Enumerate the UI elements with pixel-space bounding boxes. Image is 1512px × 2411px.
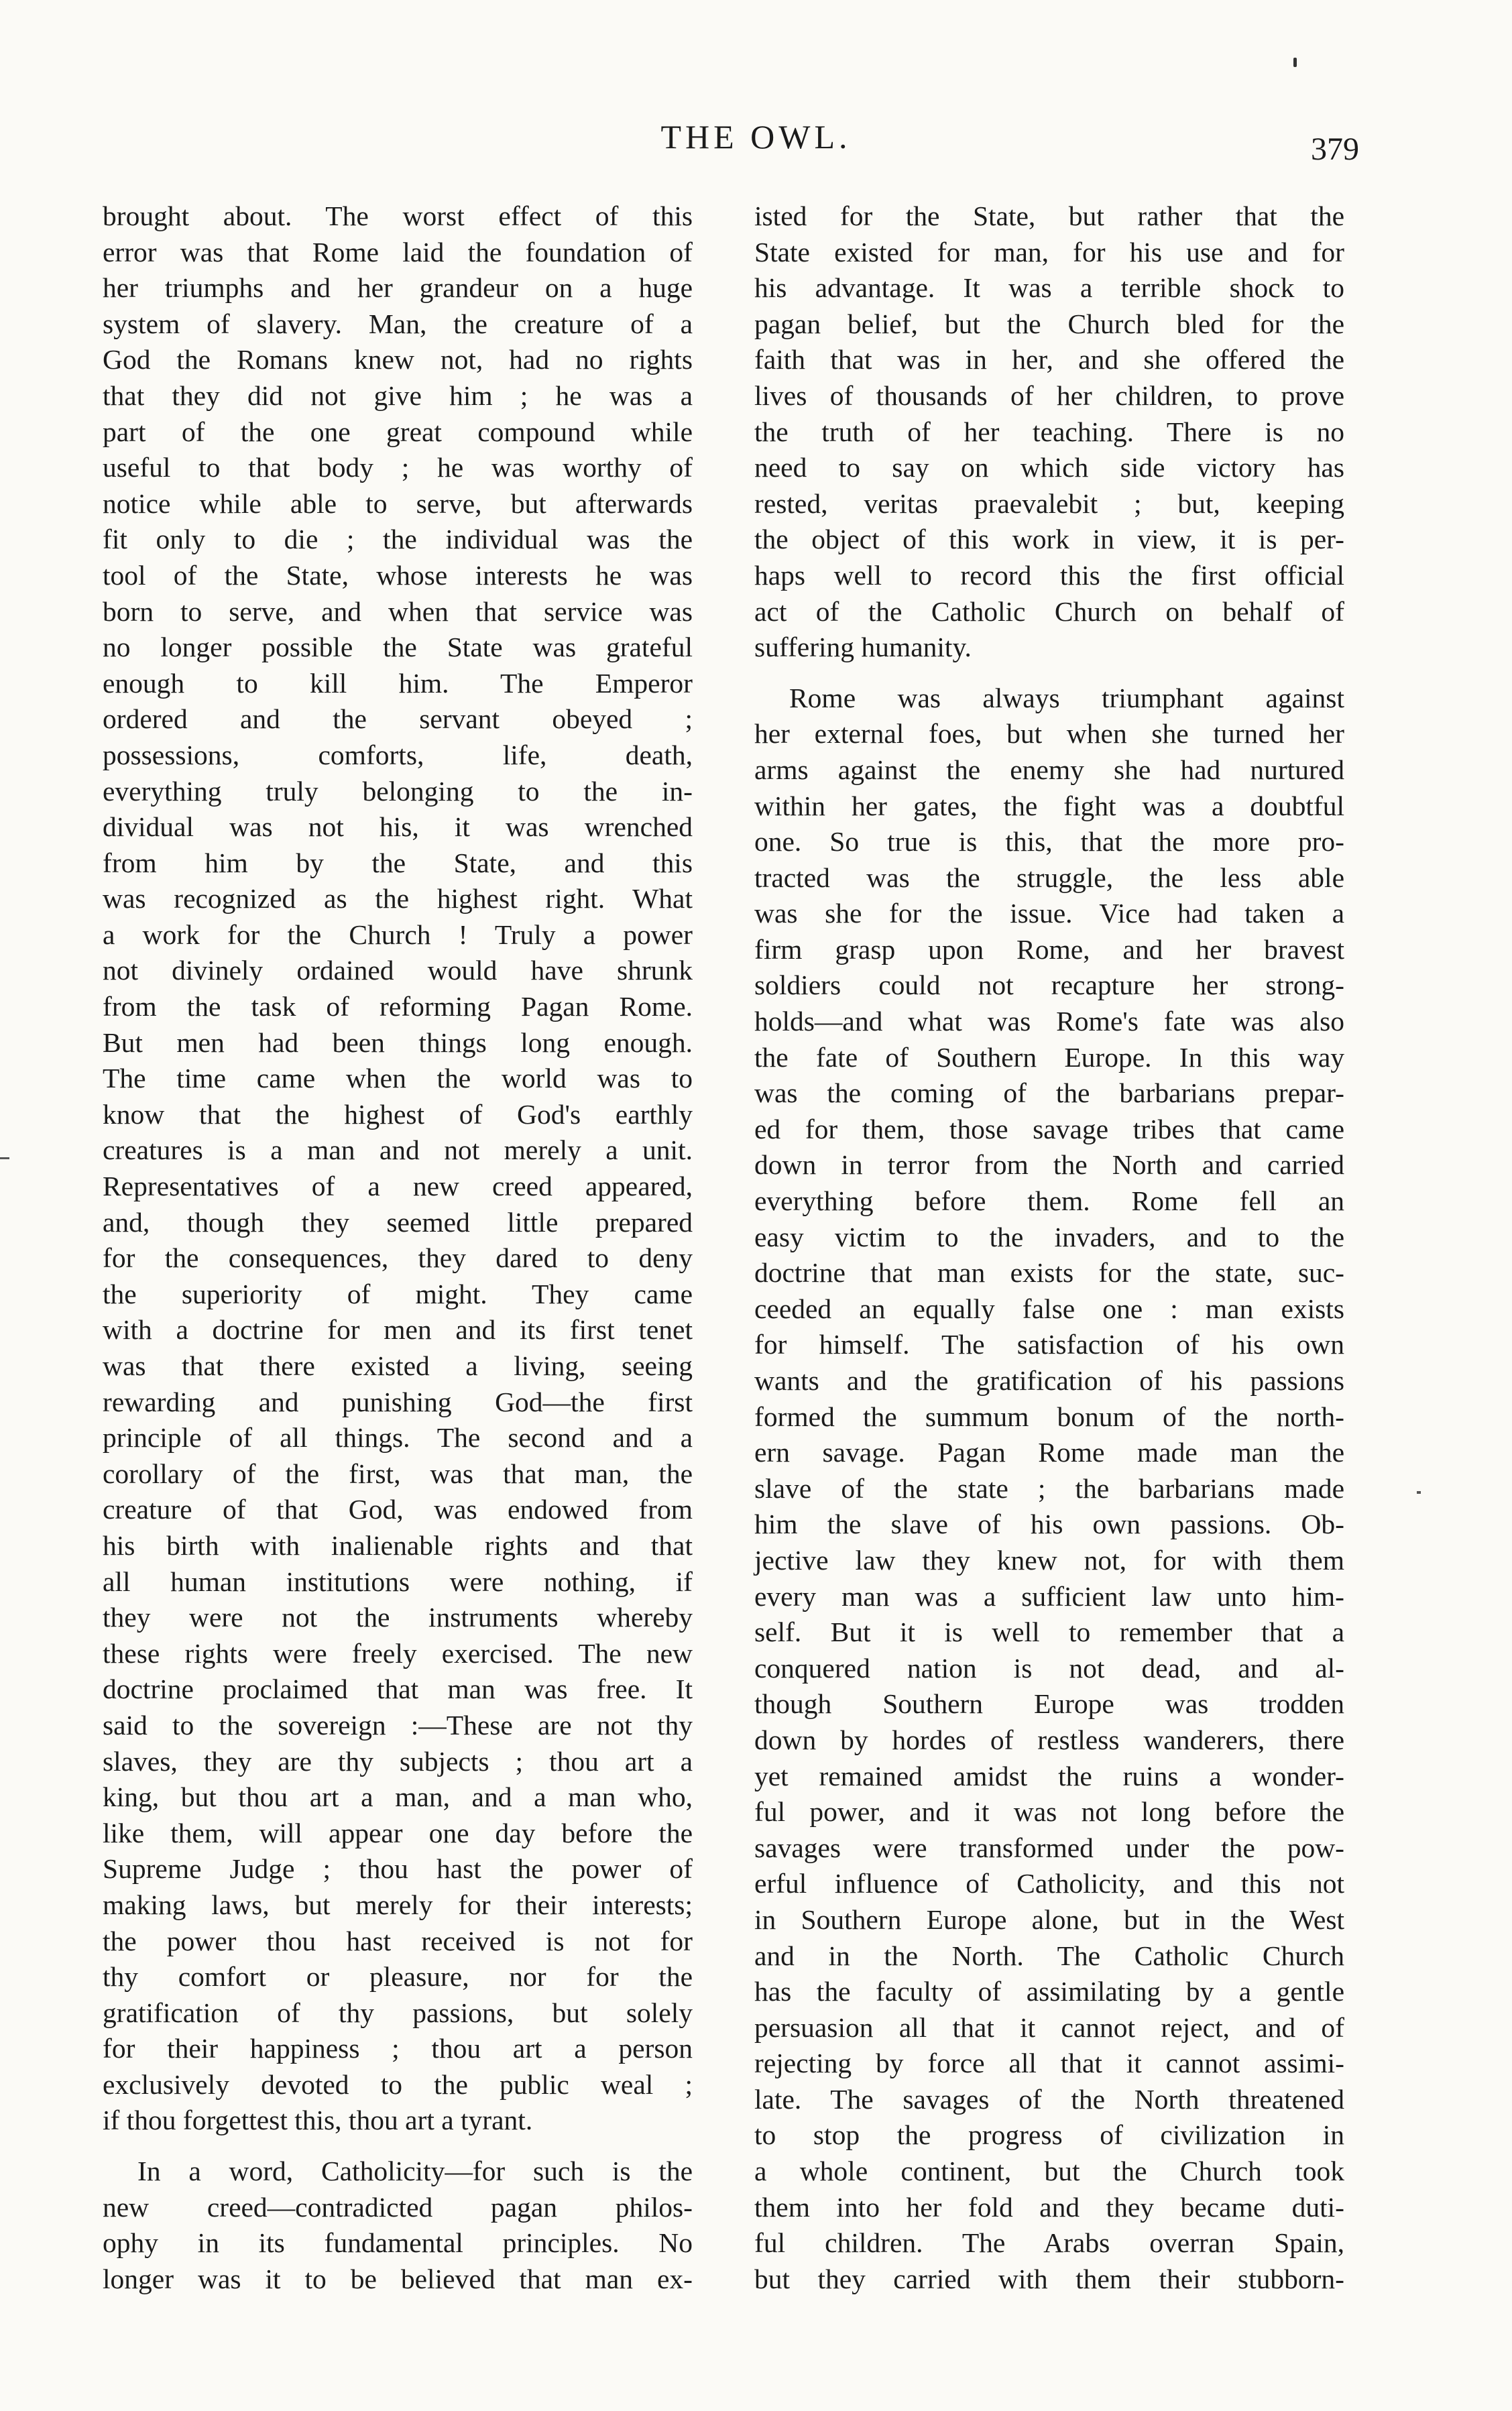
text-line: all human institutions were nothing, if	[103, 1566, 693, 1597]
text-line: tool of the State, whose interests he was	[103, 559, 693, 591]
text-line: rested, veritas praevalebit ; but, keeping	[754, 487, 1344, 519]
text-line: ern savage. Pagan Rome made man the	[754, 1437, 1344, 1468]
text-line: the superiority of might. They came	[103, 1278, 693, 1309]
text-line: yet remained amidst the ruins a wonder-	[754, 1760, 1344, 1791]
text-line: ordered and the servant obeyed ;	[103, 703, 693, 735]
text-line: making laws, but merely for their interests;	[103, 1889, 693, 1920]
text-line: ful power, and it was not long before the	[754, 1796, 1344, 1828]
text-line: every man was a sufficient law unto him-	[754, 1580, 1344, 1612]
text-line: they were not the instruments whereby	[103, 1602, 693, 1633]
text-line: ed for them, those savage tribes that came	[754, 1113, 1344, 1144]
text-line: fit only to die ; the individual was the	[103, 524, 693, 555]
text-line: thy comfort or pleasure, nor for the	[103, 1961, 693, 1993]
text-line: lives of thousands of her children, to prove	[754, 379, 1344, 411]
text-line: know that the highest of God's earthly	[103, 1098, 693, 1130]
text-line: though Southern Europe was trodden	[754, 1688, 1344, 1720]
text-line: slaves, they are thy subjects ; thou art a	[103, 1745, 693, 1777]
text-line: the power thou hast received is not for	[103, 1925, 693, 1956]
paragraph-gap	[103, 2139, 693, 2154]
text-line: State existed for man, for his use and for	[754, 236, 1344, 268]
text-line: late. The savages of the North threatened	[754, 2083, 1344, 2115]
print-speck	[1293, 58, 1297, 67]
text-line: ceeded an equally false one : man exists	[754, 1293, 1344, 1324]
text-line: one. So true is this, that the more pro-	[754, 826, 1344, 858]
text-line: was recognized as the highest right. What	[103, 883, 693, 915]
text-line: In a word, Catholicity—for such is the	[137, 2156, 693, 2187]
text-line: exclusively devoted to the public weal ;	[103, 2068, 693, 2100]
text-line: everything truly belonging to the in-	[103, 775, 693, 807]
text-line: ful children. The Arabs overran Spain,	[754, 2227, 1344, 2259]
text-line: was that there existed a living, seeing	[103, 1350, 693, 1381]
text-line: from the task of reforming Pagan Rome.	[103, 991, 693, 1022]
text-line: pagan belief, but the Church bled for the	[754, 308, 1344, 339]
text-line: the object of this work in view, it is per-	[754, 524, 1344, 555]
text-line: the truth of her teaching. There is no	[754, 416, 1344, 447]
text-column-right	[754, 198, 1344, 2297]
text-line: from him by the State, and this	[103, 847, 693, 878]
text-line: system of slavery. Man, the creature of a	[103, 308, 693, 339]
text-line: no longer possible the State was grateful	[103, 632, 693, 663]
text-line: possessions, comforts, life, death,	[103, 739, 693, 770]
text-line: corollary of the first, was that man, the	[103, 1458, 693, 1489]
text-line: down in terror from the North and carried	[754, 1149, 1344, 1181]
margin-mark-right	[1417, 1491, 1421, 1494]
text-line: a work for the Church ! Truly a power	[103, 919, 693, 950]
text-line: notice while able to serve, but afterwards	[103, 487, 693, 519]
text-line: faith that was in her, and she offered the	[754, 344, 1344, 375]
text-line: formed the summum bonum of the north-	[754, 1401, 1344, 1432]
margin-mark	[0, 1157, 9, 1159]
text-line: dividual was not his, it was wrenched	[103, 811, 693, 843]
text-line: jective law they knew not, for with them	[754, 1544, 1344, 1576]
text-line: and in the North. The Catholic Church	[754, 1940, 1344, 1971]
text-line: but they carried with them their stubborn-	[754, 2263, 1344, 2294]
text-line: Supreme Judge ; thou hast the power of	[103, 1853, 693, 1885]
text-line: born to serve, and when that service was	[103, 595, 693, 627]
text-line: holds—and what was Rome's fate was also	[754, 1006, 1344, 1037]
text-line: rejecting by force all that it cannot assimi-	[754, 2048, 1344, 2079]
text-line: God the Romans knew not, had no rights	[103, 344, 693, 375]
text-line: firm grasp upon Rome, and her bravest	[754, 933, 1344, 965]
text-line: was the coming of the barbarians prepar-	[754, 1077, 1344, 1109]
text-line: has the faculty of assimilating by a gentle	[754, 1976, 1344, 2007]
text-line: for himself. The satisfaction of his own	[754, 1329, 1344, 1360]
text-line: easy victim to the invaders, and to the	[754, 1221, 1344, 1252]
text-line: erful influence of Catholicity, and this not	[754, 1868, 1344, 1899]
text-line: within her gates, the fight was a doubtful	[754, 790, 1344, 821]
text-line: and, though they seemed little prepared	[103, 1206, 693, 1238]
text-line: longer was it to be believed that man ex-	[103, 2263, 693, 2294]
text-line: for their happiness ; thou art a person	[103, 2033, 693, 2064]
paragraph-gap	[754, 666, 1344, 681]
text-line: the fate of Southern Europe. In this way	[754, 1041, 1344, 1073]
text-line: her triumphs and her grandeur on a huge	[103, 272, 693, 304]
text-line: savages were transformed under the pow-	[754, 1832, 1344, 1863]
text-line: everything before them. Rome fell an	[754, 1185, 1344, 1217]
text-line: in Southern Europe alone, but in the West	[754, 1903, 1344, 1935]
text-line: Rome was always triumphant against	[789, 682, 1344, 713]
text-line: creature of that God, was endowed from	[103, 1494, 693, 1525]
text-line: king, but thou art a man, and a man who,	[103, 1781, 693, 1813]
text-line: wants and the gratification of his passions	[754, 1365, 1344, 1396]
text-line: to stop the progress of civilization in	[754, 2119, 1344, 2151]
text-line: these rights were freely exercised. The new	[103, 1637, 693, 1669]
page-number: 379	[1311, 131, 1359, 167]
text-line: new creed—contradicted pagan philos-	[103, 2191, 693, 2223]
text-line: said to the sovereign :—These are not thy	[103, 1709, 693, 1741]
text-line: persuasion all that it cannot reject, and of	[754, 2011, 1344, 2043]
text-line: not divinely ordained would have shrunk	[103, 955, 693, 986]
text-line: him the slave of his own passions. Ob-	[754, 1509, 1344, 1540]
text-line: soldiers could not recapture her strong-	[754, 969, 1344, 1001]
text-line: if thou forgettest this, thou art a tyrant.	[103, 2105, 533, 2136]
text-line: gratification of thy passions, but solely	[103, 1997, 693, 2028]
text-line: The time came when the world was to	[103, 1063, 693, 1094]
text-line: rewarding and punishing God—the first	[103, 1386, 693, 1417]
text-line: part of the one great compound while	[103, 416, 693, 447]
text-line: like them, will appear one day before the	[103, 1817, 693, 1848]
text-line: isted for the State, but rather that the	[754, 200, 1344, 231]
text-line: useful to that body ; he was worthy of	[103, 452, 693, 483]
text-line: was she for the issue. Vice had taken a	[754, 898, 1344, 929]
text-line: arms against the enemy she had nurtured	[754, 754, 1344, 785]
text-line: Representatives of a new creed appeared,	[103, 1171, 693, 1202]
text-line: tracted was the struggle, the less able	[754, 862, 1344, 893]
text-line: But men had been things long enough.	[103, 1026, 693, 1058]
text-line: enough to kill him. The Emperor	[103, 667, 693, 699]
text-line: doctrine that man exists for the state, suc-	[754, 1257, 1344, 1289]
text-line: with a doctrine for men and its first tenet	[103, 1314, 693, 1346]
text-line: act of the Catholic Church on behalf of	[754, 595, 1344, 627]
text-line: slave of the state ; the barbarians made	[754, 1472, 1344, 1504]
text-line: haps well to record this the first official	[754, 559, 1344, 591]
text-line: doctrine proclaimed that man was free. It	[103, 1673, 693, 1705]
text-line: that they did not give him ; he was a	[103, 379, 693, 411]
running-title: THE OWL.	[660, 118, 852, 156]
text-line: them into her fold and they became duti-	[754, 2191, 1344, 2223]
text-line: brought about. The worst effect of this	[103, 200, 693, 231]
text-line: suffering humanity.	[754, 632, 972, 663]
text-line: for the consequences, they dared to deny	[103, 1242, 693, 1274]
text-line: his birth with inalienable rights and that	[103, 1529, 693, 1561]
text-line: down by hordes of restless wanderers, there	[754, 1724, 1344, 1755]
text-line: creatures is a man and not merely a unit.	[103, 1134, 693, 1166]
text-line: self. But it is well to remember that a	[754, 1616, 1344, 1648]
text-line: her external foes, but when she turned her	[754, 718, 1344, 750]
text-line: his advantage. It was a terrible shock to	[754, 272, 1344, 304]
text-line: conquered nation is not dead, and al-	[754, 1652, 1344, 1684]
text-line: a whole continent, but the Church took	[754, 2156, 1344, 2187]
text-line: principle of all things. The second and a	[103, 1422, 693, 1454]
text-line: need to say on which side victory has	[754, 452, 1344, 483]
text-line: error was that Rome laid the foundation of	[103, 236, 693, 268]
text-line: ophy in its fundamental principles. No	[103, 2227, 693, 2259]
text-column-left	[103, 198, 693, 2297]
